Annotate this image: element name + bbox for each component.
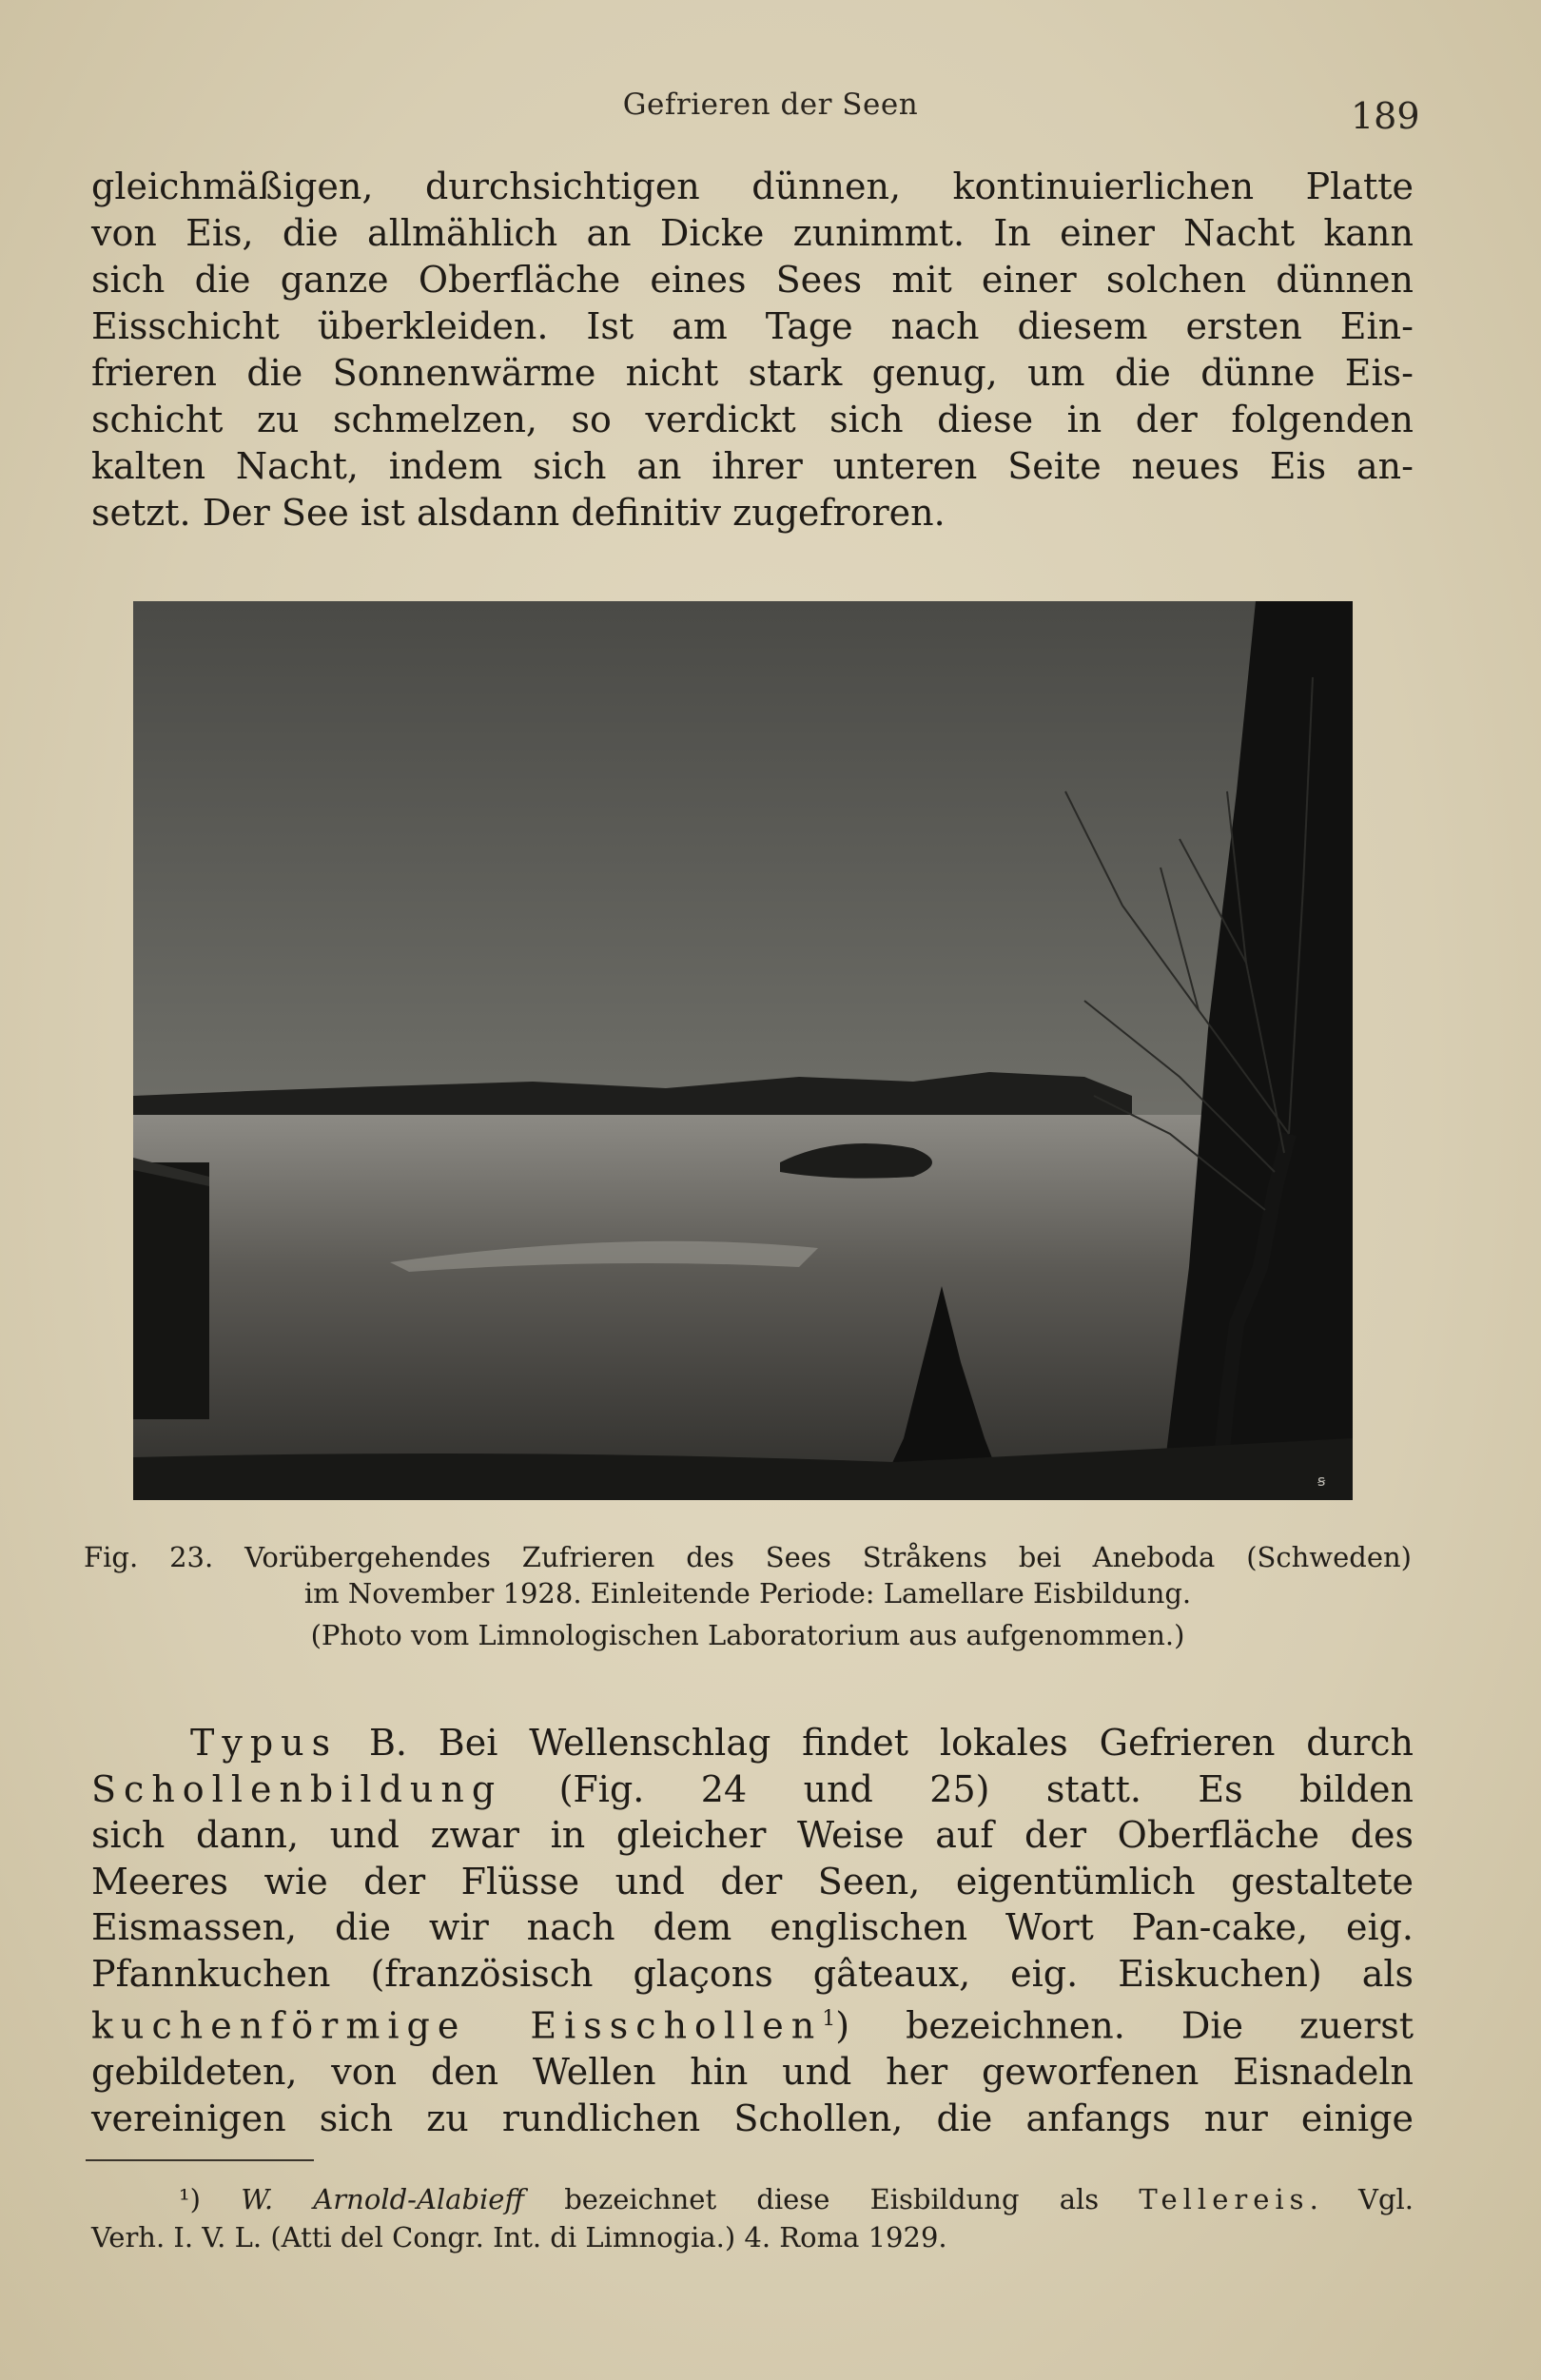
caption-line: im November 1928. Einleitende Periode: Lamellare Eisbildung. <box>303 1577 1192 1609</box>
paragraph-line: vereinigen sich zu rundlichen Schollen, die anfangs nur einige <box>91 2097 1414 2139</box>
paragraph-line: kuchenförmige Eisschollen$^1$) bezeichnen. Die zuerst <box>91 2004 1414 2047</box>
footnote-marker: ¹) <box>179 2183 201 2215</box>
paragraph-line: Meeres wie der Flüsse und der Seen, eigentümlich gestaltete <box>91 1860 1414 1902</box>
paragraph-line: schicht zu schmelzen, so verdickt sich diese in der folgenden <box>91 399 1414 440</box>
spaced-term: kuchenförmige Eisschollen <box>91 2004 823 2047</box>
paragraph-line: kalten Nacht, indem sich an ihrer unteren Seite neues Eis an- <box>91 445 1414 487</box>
paragraph-line: von Eis, die allmählich an Dicke zunimmt. In einer Nacht kann <box>91 212 1414 254</box>
paragraph-line: Eismassen, die wir nach dem englischen Wort Pan-cake, eig. <box>91 1906 1414 1948</box>
paragraph-line: Typus B. Bei Wellenschlag findet lokales Gefrieren durch <box>190 1722 1414 1764</box>
paragraph-line: Schollenbildung (Fig. 24 und 25) statt. Es bilden <box>91 1767 1414 1810</box>
caption-credit: (Photo vom Limnologischen Laboratorium aus aufgenommen.) <box>310 1619 1185 1651</box>
footnote <box>91 2180 1414 2256</box>
top-paragraph <box>91 164 1414 536</box>
spaced-term: Schollenbildung <box>91 1767 503 1810</box>
boathouse <box>133 1162 209 1419</box>
running-title: Gefrieren der Seen <box>622 88 919 122</box>
typus-b-paragraph <box>91 1720 1414 2141</box>
spaced-term: Typus <box>190 1722 339 1764</box>
paragraph-line: sich die ganze Oberfläche eines Sees mit einer solchen dünnen <box>91 259 1414 301</box>
caption-line: Fig. 23. Vorübergehendes Zufrieren des Sees Stråkens bei Aneboda (Schweden) <box>84 1541 1412 1573</box>
paragraph-line: Pfannkuchen (französisch glaçons gâteaux, eig. Eiskuchen) als <box>91 1952 1414 1995</box>
page-number: 189 <box>1351 95 1420 137</box>
paragraph-line: frieren die Sonnenwärme nicht stark genug, um die dünne Eis- <box>91 352 1414 394</box>
footnote-line: Verh. I. V. L. (Atti del Congr. Int. di Limnogia.) 4. Roma 1929. <box>91 2221 947 2253</box>
footnote-line: ¹) W. Arnold-Alabieff bezeichnet diese Eisbildung als Tellereis. Vgl. <box>179 2183 1414 2215</box>
paragraph-line: gebildeten, von den Wellen hin und her geworfenen Eisnadeln <box>91 2051 1414 2094</box>
figure-caption <box>84 1539 1412 1653</box>
footnote-author: W. Arnold-Alabieff <box>241 2183 525 2215</box>
paragraph-line: sich dann, und zwar in gleicher Weise auf der Oberfläche des <box>91 1814 1414 1856</box>
paragraph-line: setzt. Der See ist alsdann definitiv zugefroren. <box>91 492 946 534</box>
paragraph-line: gleichmäßigen, durchsichtigen dünnen, kontinuierlichen Platte <box>91 166 1414 207</box>
lake-photograph <box>133 601 1353 1500</box>
footnote-rule <box>86 2159 314 2161</box>
footnote-ref: 1 <box>822 2007 836 2031</box>
photographer-mark: ꞩ <box>1317 1472 1326 1490</box>
spaced-term: Tellereis <box>1139 2183 1310 2215</box>
paragraph-line: Eisschicht überkleiden. Ist am Tage nach diesem ersten Ein- <box>91 305 1414 347</box>
